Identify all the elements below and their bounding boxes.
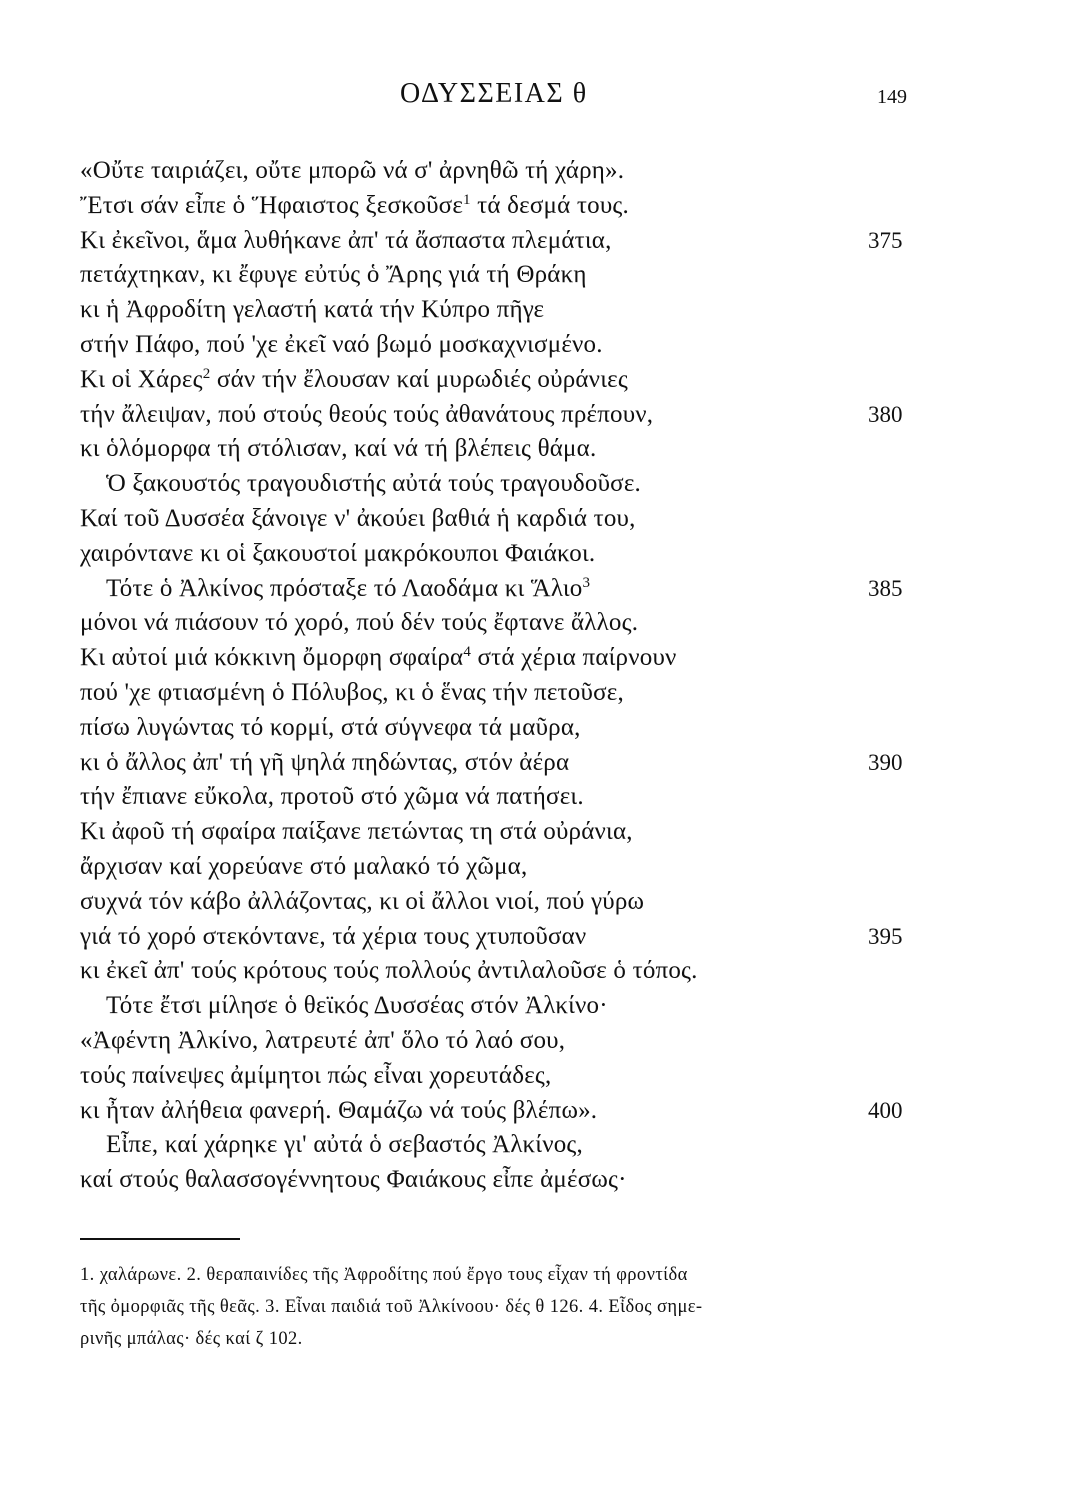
line-number: 390 bbox=[868, 749, 903, 775]
verse-block bbox=[0, 154, 1085, 1198]
verse-line bbox=[0, 328, 1085, 363]
verse-text bbox=[80, 641, 677, 676]
verse-text bbox=[80, 398, 653, 433]
verse-text-main: «Ἀφέντη Ἀλκίνο, λατρευτέ ἀπ' ὅλο τό λαό σου, bbox=[80, 1026, 566, 1054]
verse-line bbox=[0, 189, 1085, 224]
line-number: 380 bbox=[868, 401, 903, 427]
verse-text-main: Ὁ ξακουστός τραγουδιστής αὐτά τούς τραγουδοῦσε. bbox=[106, 470, 642, 498]
line-number: 375 bbox=[868, 227, 903, 253]
verse-text bbox=[80, 746, 569, 781]
verse-line bbox=[0, 502, 1085, 537]
verse-text-main: τούς παίνεψες ἀμίμητοι πώς εἶναι χορευτάδες, bbox=[80, 1061, 552, 1089]
verse-text bbox=[80, 1094, 597, 1129]
footnote-marker: 1 bbox=[463, 191, 471, 208]
verse-text-main: καί στούς θαλασσογέννητους Φαιάκους εἶπε ἀμέσως· bbox=[80, 1166, 627, 1194]
verse-text-main: Ἔτσι σάν εἶπε ὁ Ἥφαιστος ξεσκοῦσε bbox=[80, 191, 464, 219]
verse-text-main: κι ἡ Ἀφροδίτη γελαστή κατά τήν Κύπρο πῆγε bbox=[80, 296, 545, 324]
verse-text-main: Τότε ἔτσι μίλησε ὁ θεϊκός Δυσσέας στόν Ἀλκίνο· bbox=[106, 992, 608, 1020]
verse-text bbox=[80, 363, 628, 398]
verse-text-main: Κι οἱ Χάρες bbox=[80, 365, 203, 393]
verse-line bbox=[0, 1059, 1085, 1094]
verse-line bbox=[0, 676, 1085, 711]
verse-line bbox=[0, 224, 1085, 259]
verse-line bbox=[0, 398, 1085, 433]
page-header bbox=[0, 78, 1085, 118]
verse-text bbox=[80, 815, 633, 850]
verse-text-main: πού 'χε φτιασμένη ὁ Πόλυβος, κι ὁ ἕνας τήν πετοῦσε, bbox=[80, 678, 624, 706]
verse-line bbox=[0, 711, 1085, 746]
verse-line bbox=[0, 293, 1085, 328]
verse-line bbox=[0, 1128, 1085, 1163]
verse-line bbox=[0, 885, 1085, 920]
verse-text bbox=[80, 224, 612, 259]
verse-line bbox=[0, 1163, 1085, 1198]
verse-line bbox=[0, 1094, 1085, 1129]
verse-text bbox=[80, 850, 527, 885]
verse-text-main: κι ἦταν ἀλήθεια φανερή. Θαμάζω νά τούς βλέπω». bbox=[80, 1096, 598, 1124]
verse-text-main: τήν ἔπιανε εὔκολα, προτοῦ στό χῶμα νά πατήσει. bbox=[80, 783, 584, 811]
footnote-line: ρινῆς μπάλας· δές καί ζ 102. bbox=[80, 1329, 303, 1349]
footnote-line: τῆς ὀμορφιᾶς τῆς θεᾶς. 3. Εἶναι παιδιά τοῦ Ἀλκίνοου· δές θ 126. 4. Εἶδος σημε- bbox=[80, 1297, 703, 1317]
verse-line bbox=[0, 920, 1085, 955]
verse-line bbox=[0, 537, 1085, 572]
verse-text bbox=[80, 1059, 551, 1094]
verse-text bbox=[106, 572, 590, 607]
verse-line bbox=[0, 641, 1085, 676]
verse-text bbox=[80, 537, 595, 572]
verse-text bbox=[80, 711, 581, 746]
verse-text-main: Εἶπε, καί χάρηκε γι' αὐτά ὁ σεβαστός Ἀλκίνος, bbox=[106, 1131, 583, 1159]
verse-line bbox=[0, 989, 1085, 1024]
verse-text bbox=[80, 1024, 565, 1059]
verse-line bbox=[0, 954, 1085, 989]
verse-text-main: Κι ἀφοῦ τή σφαίρα παίξανε πετώντας τη στά οὐράνια, bbox=[80, 818, 633, 846]
verse-text-main: χαιρόντανε κι οἱ ξακουστοί μακρόκουποι Φαιάκοι. bbox=[80, 539, 596, 567]
verse-text-main: μόνοι νά πιάσουν τό χορό, πού δέν τούς ἔφτανε ἄλλος. bbox=[80, 609, 639, 637]
verse-text bbox=[106, 1128, 583, 1163]
verse-text-continuation: τά δεσμά τους. bbox=[470, 191, 629, 219]
verse-text bbox=[80, 954, 698, 989]
verse-text bbox=[80, 885, 644, 920]
verse-text bbox=[106, 467, 641, 502]
verse-text bbox=[80, 258, 587, 293]
verse-text bbox=[80, 606, 638, 641]
verse-line bbox=[0, 154, 1085, 189]
verse-text bbox=[80, 1163, 627, 1198]
verse-text-main: στήν Πάφο, πού 'χε ἐκεῖ ναό βωμό μοσκαχνισμένο. bbox=[80, 330, 603, 358]
verse-line bbox=[0, 606, 1085, 641]
footnote-marker: 2 bbox=[202, 365, 211, 382]
verse-text-main: κι ὁ ἄλλος ἀπ' τή γῆ ψηλά πηδώντας, στόν ἀέρα bbox=[80, 748, 570, 776]
footnote-marker: 4 bbox=[463, 644, 472, 661]
verse-text bbox=[80, 676, 624, 711]
verse-line bbox=[0, 572, 1085, 607]
line-number: 385 bbox=[868, 575, 903, 601]
verse-text bbox=[80, 432, 596, 467]
page-number: 149 bbox=[877, 86, 907, 108]
verse-text bbox=[80, 328, 603, 363]
verse-line bbox=[0, 1024, 1085, 1059]
verse-text-main: συχνά τόν κάβο ἀλλάζοντας, κι οἱ ἄλλοι νιοί, πού γύρω bbox=[80, 887, 645, 915]
verse-line bbox=[0, 467, 1085, 502]
verse-line bbox=[0, 815, 1085, 850]
verse-text-continuation: σάν τήν ἔλουσαν καί μυρωδιές οὐράνιες bbox=[210, 365, 628, 393]
footnote-divider bbox=[80, 1238, 240, 1240]
verse-line bbox=[0, 850, 1085, 885]
verse-text-main: πίσω λυγώντας τό κορμί, στά σύγνεφα τά μαῦρα, bbox=[80, 713, 581, 741]
verse-text bbox=[80, 502, 636, 537]
verse-text-main: πετάχτηκαν, κι ἔφυγε εὐτύς ὁ Ἄρης γιά τή Θράκη bbox=[80, 261, 587, 289]
footnotes bbox=[80, 1259, 925, 1355]
verse-text bbox=[80, 189, 629, 224]
verse-text bbox=[80, 920, 586, 955]
verse-line bbox=[0, 363, 1085, 398]
verse-text bbox=[106, 989, 608, 1024]
verse-text-main: κι ὁλόμορφα τή στόλισαν, καί νά τή βλέπεις θάμα. bbox=[80, 435, 597, 463]
verse-text-main: τήν ἄλειψαν, πού στούς θεούς τούς ἀθανάτους πρέπουν, bbox=[80, 400, 654, 428]
verse-text bbox=[80, 780, 584, 815]
verse-text bbox=[80, 293, 544, 328]
verse-text-main: Κι αὐτοί μιά κόκκινη ὄμορφη σφαίρα bbox=[80, 644, 464, 672]
verse-text-main: ἄρχισαν καί χορεύανε στό μαλακό τό χῶμα, bbox=[80, 852, 528, 880]
running-title: ΟΔΥΣΣΕΙΑΣ θ bbox=[400, 78, 588, 109]
footnote-line: 1. χαλάρωνε. 2. θεραπαινίδες τῆς Ἀφροδίτης πού ἔργο τους εἶχαν τή φροντίδα bbox=[80, 1265, 688, 1285]
verse-line bbox=[0, 432, 1085, 467]
verse-line bbox=[0, 746, 1085, 781]
verse-line bbox=[0, 780, 1085, 815]
footnote-marker: 3 bbox=[582, 574, 591, 591]
verse-text-main: Κι ἐκεῖνοι, ἅμα λυθήκανε ἀπ' τά ἄσπαστα πλεμάτια, bbox=[80, 226, 612, 254]
verse-text-main: γιά τό χορό στεκόντανε, τά χέρια τους χτυποῦσαν bbox=[80, 922, 587, 950]
verse-text-main: «Οὔτε ταιριάζει, οὔτε μπορῶ νά σ' ἀρνηθῶ τή χάρη». bbox=[80, 157, 625, 184]
line-number: 395 bbox=[868, 923, 903, 949]
verse-text-main: κι ἐκεῖ ἀπ' τούς κρότους τούς πολλούς ἀντιλαλοῦσε ὁ τόπος. bbox=[80, 957, 698, 985]
verse-line bbox=[0, 258, 1085, 293]
verse-text-main: Καί τοῦ Δυσσέα ξάνοιγε ν' ἀκούει βαθιά ἡ καρδιά του, bbox=[80, 504, 636, 532]
verse-text-main: Τότε ὁ Ἀλκίνος πρόσταξε τό Λαοδάμα κι Ἅλιο bbox=[106, 574, 583, 602]
verse-text-continuation: στά χέρια παίρνουν bbox=[471, 644, 677, 672]
verse-text bbox=[80, 154, 624, 189]
line-number: 400 bbox=[868, 1097, 903, 1123]
